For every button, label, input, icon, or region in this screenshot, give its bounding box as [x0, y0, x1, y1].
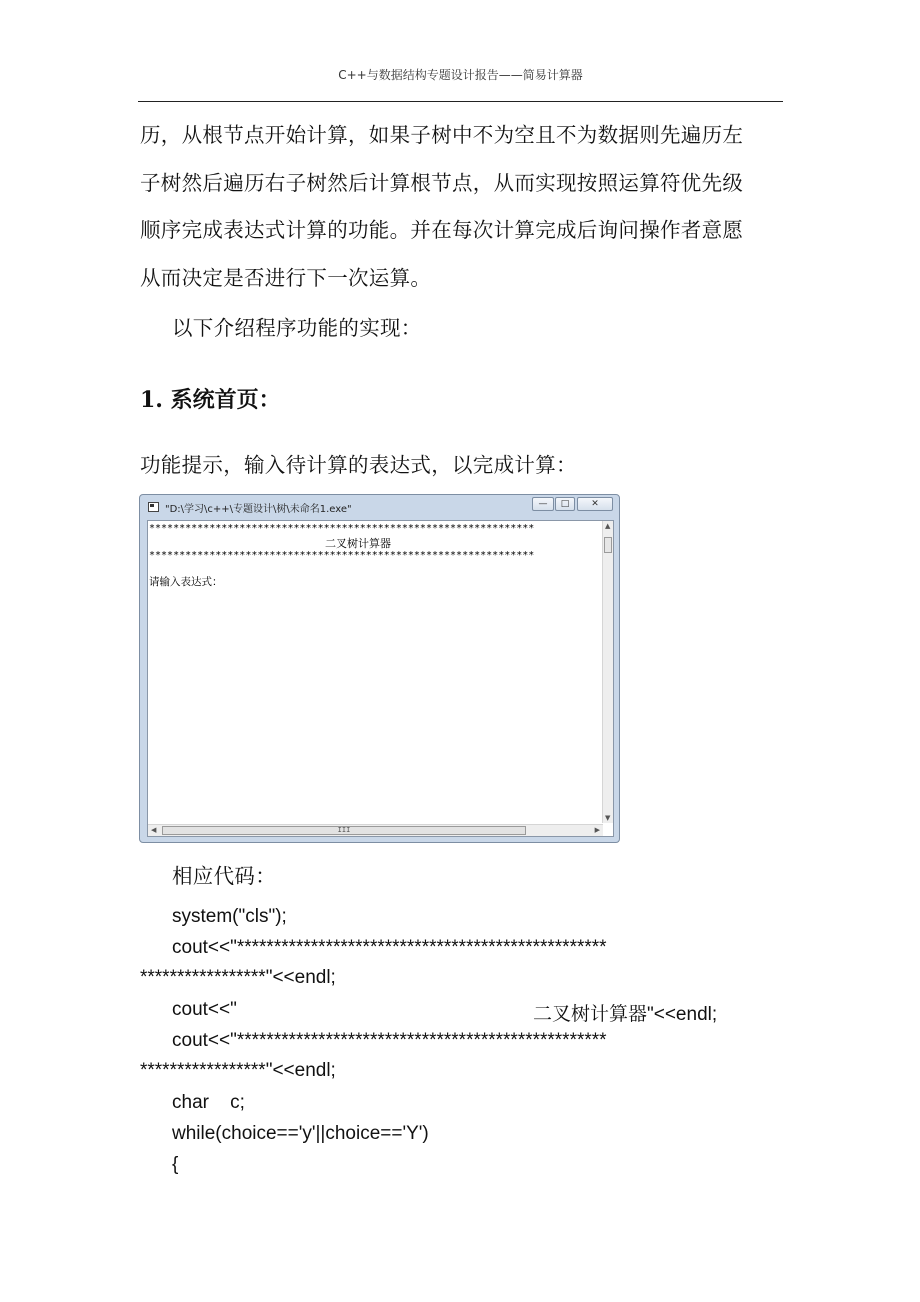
figure-caption: 功能提示，输入待计算的表达式，以完成计算：: [140, 453, 577, 477]
code-line-2: cout<<"**************************************************: [172, 937, 607, 958]
body-line-1: 历，从根节点开始计算，如果子树中不为空且不为数据则先遍历左: [140, 123, 744, 147]
vertical-scrollbar[interactable]: [602, 521, 613, 823]
page-header: C++与数据结构专题设计报告——简易计算器: [338, 68, 583, 82]
console-app-title: 二叉树计算器: [325, 537, 391, 550]
horizontal-scrollbar[interactable]: [148, 824, 603, 836]
body-line-4: 从而决定是否进行下一次运算。: [140, 266, 432, 290]
code-line-4b: 二叉树计算器"<<endl;: [533, 1004, 718, 1025]
window-title-bar: [148, 499, 352, 515]
console-stars-bottom: ****************************************************************: [149, 550, 535, 561]
body-line-2: 子树然后遍历右子树然后计算根节点，从而实现按照运算符优先级: [140, 171, 744, 195]
code-line-1: system("cls");: [172, 906, 287, 927]
code-line-9: {: [172, 1154, 179, 1175]
horizontal-scroll-thumb[interactable]: III: [162, 826, 526, 835]
scroll-right-icon[interactable]: ▶: [594, 826, 600, 834]
console-client-area: [147, 520, 614, 837]
vertical-scroll-thumb[interactable]: [604, 537, 612, 553]
console-window: [139, 494, 620, 843]
maximize-button[interactable]: □: [555, 497, 575, 511]
close-button[interactable]: ✕: [577, 497, 613, 511]
code-line-8: while(choice=='y'||choice=='Y'): [172, 1123, 429, 1144]
body-line-3: 顺序完成表达式计算的功能。并在每次计算完成后询问操作者意愿: [140, 218, 744, 242]
console-app-icon: [148, 502, 159, 512]
header-divider: [138, 101, 783, 102]
scroll-up-icon[interactable]: ▲: [605, 522, 611, 530]
scroll-left-icon[interactable]: ◀: [151, 826, 157, 834]
console-prompt: 请输入表达式：: [149, 576, 223, 588]
code-line-7: char c;: [172, 1092, 245, 1113]
scroll-down-icon[interactable]: ▼: [605, 814, 611, 822]
console-stars-top: ****************************************************************: [149, 523, 535, 534]
code-line-5: cout<<"**************************************************: [172, 1030, 607, 1051]
minimize-button[interactable]: —: [532, 497, 554, 511]
code-line-6: *****************"<<endl;: [140, 1060, 336, 1081]
console-output: [149, 522, 604, 824]
code-line-4a: cout<<": [172, 999, 237, 1020]
code-label: 相应代码：: [172, 864, 276, 888]
intro-line: 以下介绍程序功能的实现：: [172, 316, 422, 340]
window-title: "D:\学习\c++\专题设计\树\未命名1.exe": [165, 503, 352, 515]
section-heading: 1. 系统首页：: [140, 387, 281, 413]
code-line-3: *****************"<<endl;: [140, 967, 336, 988]
